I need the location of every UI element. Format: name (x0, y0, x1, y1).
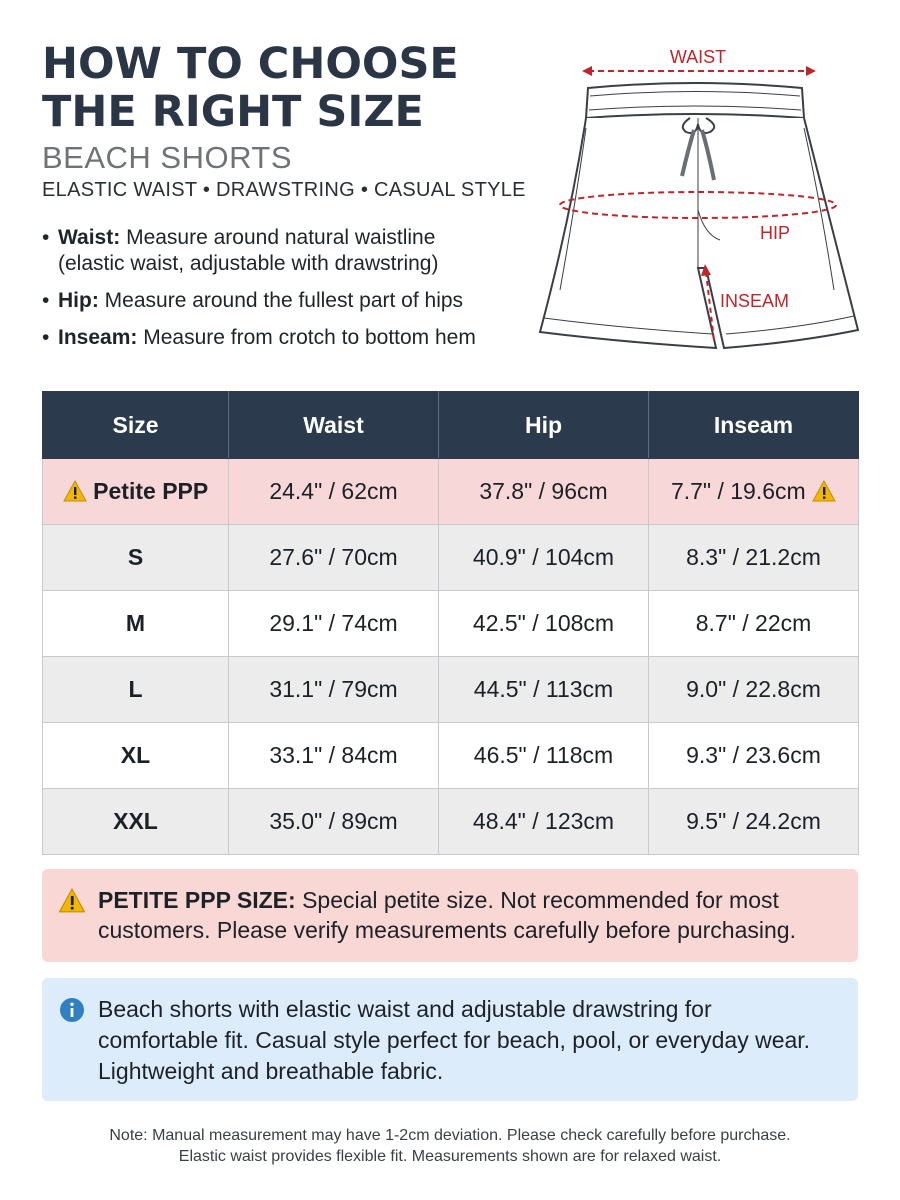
hip-cell: 37.8" / 96cm (439, 459, 649, 525)
table-row-petite (43, 459, 859, 525)
table-row (43, 525, 859, 591)
measurement-guide (42, 225, 476, 362)
inseam-cell: 8.7" / 22cm (649, 591, 859, 657)
table-row (43, 591, 859, 657)
inseam-value: 7.7" / 19.6cm (670, 478, 806, 504)
guide-term: Waist: (58, 226, 121, 249)
waist-cell: 24.4" / 62cm (229, 459, 439, 525)
guide-item-inseam (42, 325, 476, 351)
size-label: Petite PPP (93, 478, 209, 504)
guide-text: Measure around the fullest part of hips (104, 289, 464, 312)
guide-term: Inseam: (58, 326, 138, 349)
note-line-2: Elastic waist provides flexible fit. Measurements shown are for relaxed waist. (178, 1148, 722, 1165)
hip-cell: 42.5" / 108cm (439, 591, 649, 657)
shorts-outline-icon (540, 83, 858, 348)
guide-item-hip (42, 288, 476, 314)
header-waist: Waist (229, 392, 439, 459)
title-line-1: HOW TO CHOOSE (42, 39, 459, 89)
inseam-cell: 9.3" / 23.6cm (649, 723, 859, 789)
warning-label: PETITE PPP SIZE: (98, 887, 296, 913)
hip-cell: 46.5" / 118cm (439, 723, 649, 789)
waist-cell: 33.1" / 84cm (229, 723, 439, 789)
size-cell (43, 459, 229, 525)
inseam-cell (649, 459, 859, 525)
petite-warning-box (42, 869, 858, 962)
size-cell: L (43, 657, 229, 723)
guide-item-waist (42, 225, 476, 277)
size-chart-table (42, 391, 859, 855)
size-cell: M (43, 591, 229, 657)
inseam-cell: 9.5" / 24.2cm (649, 789, 859, 855)
waist-cell: 35.0" / 89cm (229, 789, 439, 855)
size-cell: XXL (43, 789, 229, 855)
waist-cell: 27.6" / 70cm (229, 525, 439, 591)
warning-text: Special petite size. Not recommended for most customers. Please verify measurements carefully before purchasing. (98, 887, 796, 943)
info-icon (59, 997, 85, 1023)
warning-icon (63, 480, 87, 502)
size-cell: S (43, 525, 229, 591)
header-inseam: Inseam (649, 392, 859, 459)
table-header-row (43, 392, 859, 459)
page-title (42, 40, 459, 136)
guide-text: Measure from crotch to bottom hem (143, 326, 476, 349)
inseam-cell: 8.3" / 21.2cm (649, 525, 859, 591)
waist-measure-line (582, 66, 816, 76)
waist-cell: 31.1" / 79cm (229, 657, 439, 723)
table-row (43, 789, 859, 855)
table-row (43, 723, 859, 789)
hip-cell: 44.5" / 113cm (439, 657, 649, 723)
inseam-cell: 9.0" / 22.8cm (649, 657, 859, 723)
shorts-diagram (530, 40, 870, 360)
table-row (43, 657, 859, 723)
product-subtitle: BEACH SHORTS (42, 140, 293, 175)
product-features: ELASTIC WAIST • DRAWSTRING • CASUAL STYLE (42, 179, 526, 201)
product-info-box (42, 978, 858, 1101)
measurement-note (0, 1125, 900, 1167)
hip-label: HIP (760, 223, 791, 243)
guide-text: Measure around natural waistline (126, 226, 436, 249)
note-line-1: Note: Manual measurement may have 1-2cm deviation. Please check carefully before purchase. (109, 1127, 791, 1144)
guide-text-note: (elastic waist, adjustable with drawstring) (58, 252, 439, 275)
title-line-2: THE RIGHT SIZE (42, 87, 424, 137)
waist-cell: 29.1" / 74cm (229, 591, 439, 657)
info-text: Beach shorts with elastic waist and adjustable drawstring for comfortable fit. Casual style perfect for beach, pool, or everyday wear. Lightweight and breathable fabric. (98, 996, 811, 1084)
header-hip: Hip (439, 392, 649, 459)
warning-icon (58, 888, 86, 913)
hip-cell: 40.9" / 104cm (439, 525, 649, 591)
header-size: Size (43, 392, 229, 459)
waist-label: WAIST (669, 47, 727, 67)
inseam-label: INSEAM (720, 291, 790, 311)
hip-cell: 48.4" / 123cm (439, 789, 649, 855)
size-cell: XL (43, 723, 229, 789)
warning-icon (812, 480, 836, 502)
guide-term: Hip: (58, 289, 99, 312)
